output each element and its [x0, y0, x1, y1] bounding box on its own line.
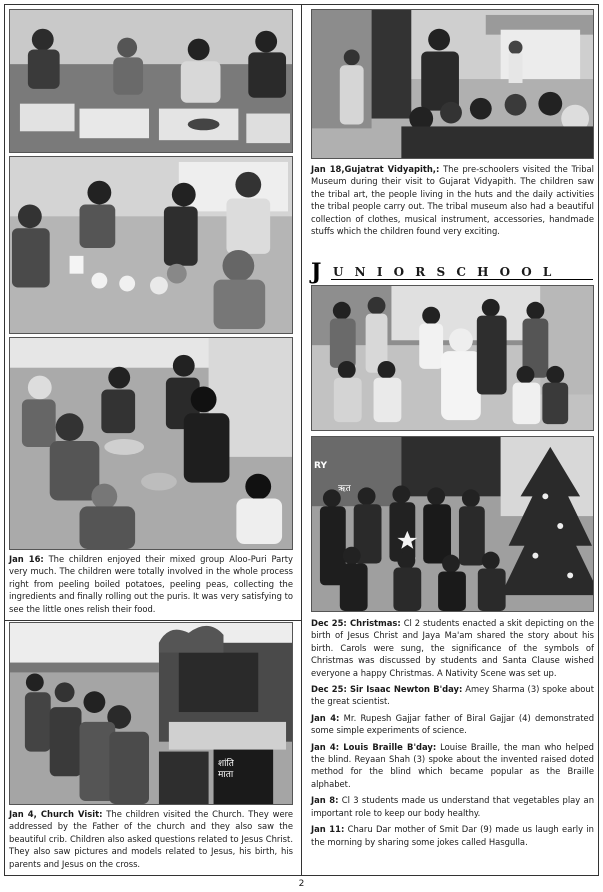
caption-church-visit-text: The children visited the Church. They were addressed by the Father of the church and they also saw the beautiful crib. Children also asked questions related to Jesus Christ. They also saw pictures and models related to Jesus, his birth, his parents and Jesus on the cross. — [9, 809, 294, 869]
caption-church-visit — [9, 808, 293, 870]
photo-aloo-puri-party — [9, 337, 293, 550]
entry-text: Louise Braille, the man who helped the blind. Reyaan Shah (3) spoke about the invented raised doted method for the blind which became popular as the Braille alphabet. — [311, 741, 594, 789]
entry-label: Jan 8: — [311, 795, 339, 806]
caption-jan16 — [9, 553, 293, 615]
entry-science — [311, 712, 594, 737]
photo-gujarat-vidyapith — [311, 9, 594, 159]
entry-text: Cl 2 students enacted a skit depicting on the birth of Jesus Christ and Jaya Ma'am shared the story about his birth. Carols were sung, the significance of the symbols of Christmas was discussed by students and Santa Clause wished everyone a happy Christmas. A Nativity Scene was set up. — [311, 618, 594, 678]
entry-vegetables — [311, 794, 594, 819]
caption-jan16-label: Jan 16: — [9, 554, 44, 564]
caption-jan18 — [311, 163, 594, 237]
bulletin-text-1: RY — [314, 461, 327, 471]
junior-school-entries — [311, 617, 594, 852]
entry-newton — [311, 683, 594, 708]
left-section-divider — [4, 620, 302, 621]
entry-text: Amey Sharma (3) spoke about the great scientist. — [311, 684, 594, 707]
entry-label: Dec 25: Sir Isaac Newton B'day: — [311, 684, 463, 695]
entry-label: Dec 25: Christmas: — [311, 618, 401, 628]
caption-church-visit-label: Jan 4, Church Visit: — [9, 809, 103, 819]
entry-text: Mr. Rupesh Gajjar father of Biral Gajjar (4) demonstrated some simple experiments of science. — [311, 712, 595, 736]
page-number: 2 — [298, 879, 305, 889]
photo-christmas-tree — [311, 436, 594, 612]
heading-rule — [331, 279, 593, 280]
caption-jan18-text: The pre-schoolers visited the Tribal Museum during their visit to Gujarat Vidyapith. The children saw the tribal art, the people living in the huts and the daily activities the tribal people carry out. The tribal museum also had a beautiful collection of clothes, musical instrument, accessories, handmade stuffs which the children found very exciting. — [311, 164, 594, 237]
entry-label: Jan 4: — [311, 712, 340, 723]
junior-school-heading — [311, 259, 593, 285]
heading-rest: UNIORSCHOOL — [333, 265, 563, 279]
photo-children-with-newspapers — [9, 9, 293, 153]
entry-text: Charu Dar mother of Smit Dar (9) made us laugh early in the morning by sharing some jokes called Hasgulla. — [311, 824, 594, 847]
caption-jan18-label: Jan 18,Gujatrat Vidyapith,: — [311, 164, 440, 174]
photo-church-visit — [9, 622, 293, 805]
entry-label: Jan 4: Louis Braille B'day: — [311, 741, 437, 752]
bulletin-text-2: ऋत — [338, 484, 351, 494]
entry-hasgulla — [311, 823, 594, 848]
column-divider — [301, 4, 302, 876]
entry-braille — [311, 741, 594, 791]
church-sign-text: शांति माता — [218, 759, 234, 780]
caption-jan16-text: The children enjoyed their mixed group Aloo-Puri Party very much. The children were totally involved in the whole process right from peeling boiled potatoes, peeling peas, collecting the ingredients and finally rolling out the puris. It was very satisfying to see the little ones relish their food. — [9, 554, 293, 614]
entry-label: Jan 11: — [311, 824, 345, 835]
heading-initial: J — [311, 259, 322, 285]
entry-christmas — [311, 617, 594, 679]
photo-children-preparing-food — [9, 156, 293, 334]
entry-text: Cl 3 students made us understand that vegetables play an important role to keep our body healthy. — [311, 795, 595, 818]
photo-nativity-skit — [311, 285, 594, 431]
